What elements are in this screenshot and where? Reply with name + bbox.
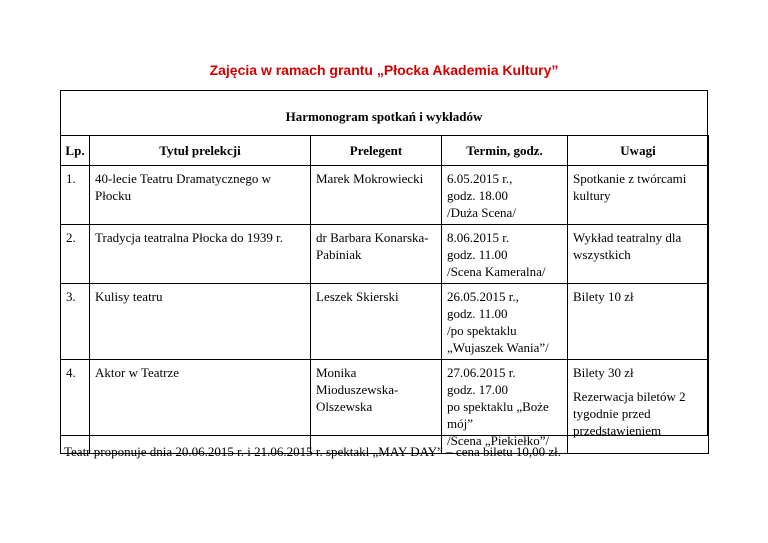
header-notes: Uwagi [568, 136, 709, 166]
date-line: /Scena Kameralna/ [447, 264, 546, 279]
cell-title: 40-lecie Teatru Dramatycznego w Płocku [90, 166, 311, 225]
header-lp: Lp. [61, 136, 90, 166]
cell-title: Aktor w Teatrze [90, 360, 311, 454]
cell-lp: 3. [61, 284, 90, 360]
date-line: mój” [447, 416, 473, 431]
cell-notes [568, 360, 709, 454]
date-line: /po spektaklu [447, 323, 517, 338]
date-line: godz. 17.00 [447, 382, 509, 397]
cell-speaker [311, 166, 442, 225]
document-title: Zajęcia w ramach grantu „Płocka Akademia Kultury” [209, 62, 559, 78]
table-row [61, 225, 709, 284]
notes-line: Spotkanie z twórcami [573, 171, 687, 186]
date-line: /Scena „Piekiełko”/ [447, 433, 550, 448]
speaker-line: Pabiniak [316, 247, 362, 262]
speaker-line: Mioduszewska- [316, 382, 399, 397]
date-line: godz. 11.00 [447, 306, 508, 321]
cell-date [442, 166, 568, 225]
cell-lp: 4. [61, 360, 90, 454]
cell-lp: 1. [61, 166, 90, 225]
notes-line: tygodnie przed [573, 406, 651, 421]
table-header-row [61, 136, 709, 166]
speaker-line: dr Barbara Konarska- [316, 230, 429, 245]
speaker-line: Marek Mokrowiecki [316, 171, 424, 186]
header-speaker: Prelegent [311, 136, 442, 166]
cell-speaker [311, 225, 442, 284]
cell-notes [568, 284, 709, 360]
date-line: po spektaklu „Boże [447, 399, 549, 414]
date-line: /Duża Scena/ [447, 205, 516, 220]
cell-notes [568, 225, 709, 284]
date-line: godz. 18.00 [447, 188, 509, 203]
speaker-line: Olszewska [316, 399, 373, 414]
header-title: Tytuł prelekcji [90, 136, 311, 166]
notes-line: Rezerwacja biletów 2 [573, 389, 686, 404]
schedule-table [60, 135, 709, 454]
table-row [61, 284, 709, 360]
speaker-line: Monika [316, 365, 357, 380]
cell-lp: 2. [61, 225, 90, 284]
header-date: Termin, godz. [442, 136, 568, 166]
notes-spacer [573, 381, 704, 388]
notes-line: Wykład teatralny dla [573, 230, 682, 245]
footer-note: Teatr proponuje dnia 20.06.2015 r. i 21.06.2015 r. spektakl „MAY DAY” – cena biletu 10,00 zł. [64, 444, 561, 459]
date-line: 6.05.2015 r., [447, 171, 513, 186]
notes-line: Bilety 30 zł [573, 365, 634, 380]
cell-title: Kulisy teatru [90, 284, 311, 360]
table-row [61, 166, 709, 225]
notes-line: wszystkich [573, 247, 631, 262]
cell-speaker [311, 284, 442, 360]
schedule-subtitle: Harmonogram spotkań i wykładów [285, 109, 483, 124]
notes-line: Bilety 10 zł [573, 289, 634, 304]
date-line: 27.06.2015 r. [447, 365, 516, 380]
cell-title: Tradycja teatralna Płocka do 1939 r. [90, 225, 311, 284]
notes-line: przedstawieniem [573, 423, 662, 438]
cell-speaker [311, 360, 442, 454]
cell-date [442, 360, 568, 454]
date-line: 8.06.2015 r. [447, 230, 510, 245]
cell-date [442, 225, 568, 284]
cell-date [442, 284, 568, 360]
speaker-line: Leszek Skierski [316, 289, 399, 304]
date-line: 26.05.2015 r., [447, 289, 519, 304]
cell-notes [568, 166, 709, 225]
date-line: „Wujaszek Wania”/ [447, 340, 549, 355]
notes-line: kultury [573, 188, 611, 203]
date-line: godz. 11.00 [447, 247, 508, 262]
table-row [61, 360, 709, 454]
